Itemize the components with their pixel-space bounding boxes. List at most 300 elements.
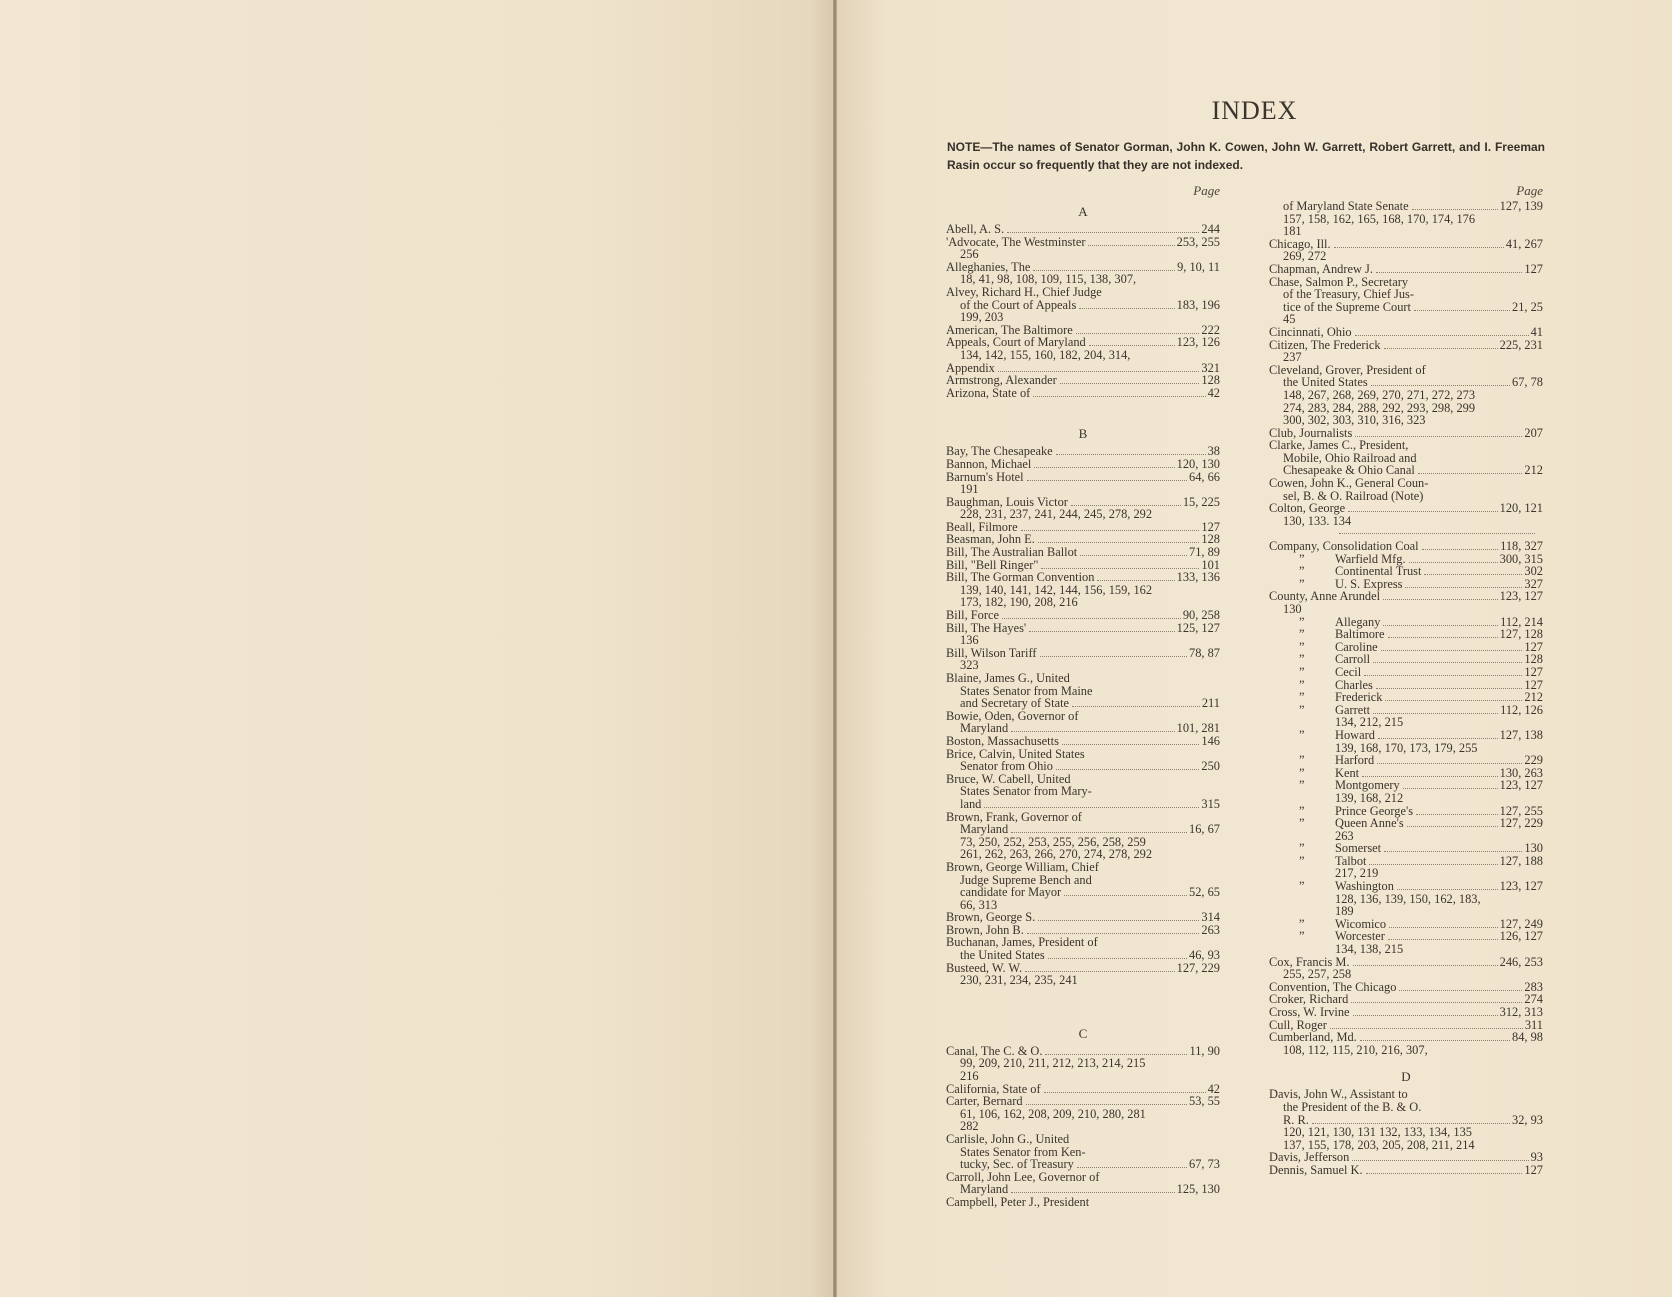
section-d-entries	[1269, 1088, 1543, 1176]
entry-pages: 84, 98	[1512, 1030, 1543, 1045]
entry-text: Beall, Filmore	[946, 519, 1018, 534]
entry-text: Chesapeake & Ohio Canal	[1283, 463, 1415, 478]
entry-text: Appeals, Court of Maryland	[946, 335, 1086, 350]
dot-leader	[984, 807, 1199, 808]
entry-pages: 112, 126	[1500, 702, 1543, 717]
index-entry	[1269, 1126, 1543, 1139]
dot-leader	[1383, 625, 1498, 626]
index-entry	[1269, 905, 1543, 918]
entry-text: Carter, Bernard	[946, 1094, 1023, 1109]
dot-leader	[1366, 1173, 1523, 1174]
dot-leader	[1385, 700, 1522, 701]
left-page-blank	[0, 0, 834, 1297]
index-entry	[1269, 339, 1543, 352]
index-entry	[1269, 389, 1543, 402]
entry-text: 255, 257, 258	[1283, 967, 1352, 982]
index-entry	[946, 798, 1220, 811]
entry-pages: 133, 136	[1176, 570, 1220, 585]
entry-text: 237	[1283, 350, 1302, 365]
entry-pages: 78, 87	[1189, 645, 1220, 660]
index-entry	[1269, 666, 1543, 679]
dot-leader	[1007, 232, 1199, 233]
entry-text: tucky, Sec. of Treasury	[960, 1157, 1074, 1172]
entry-text: Arizona, State of	[946, 385, 1031, 400]
index-entry	[1269, 565, 1543, 578]
entry-pages: 127	[1524, 1162, 1543, 1177]
entry-pages: 120, 121	[1499, 501, 1543, 516]
entry-pages: 118, 327	[1500, 539, 1543, 554]
entry-pages: 127, 128	[1499, 627, 1543, 642]
dot-leader	[1376, 272, 1522, 273]
index-entry	[946, 886, 1220, 899]
dot-leader	[1389, 927, 1498, 928]
ditto-mark: ”	[1299, 727, 1305, 742]
section-letter-b: B	[1078, 426, 1088, 442]
dot-leader	[1373, 662, 1522, 663]
entry-text: 134, 138, 215	[1335, 942, 1404, 957]
dot-leader	[1040, 656, 1187, 657]
entry-text: Campbell, Peter J., President	[946, 1194, 1090, 1209]
dot-leader	[1021, 530, 1200, 531]
entry-text: 181	[1283, 224, 1302, 239]
entry-pages: 312, 313	[1499, 1005, 1543, 1019]
entry-text: Brown, George S.	[946, 910, 1036, 925]
index-entry	[1269, 792, 1543, 805]
entry-text: 139, 168, 212	[1335, 790, 1404, 805]
index-entry	[946, 609, 1220, 622]
entry-pages: 183, 196	[1176, 297, 1220, 312]
entry-pages: 283	[1524, 979, 1543, 994]
entry-pages: 38	[1207, 444, 1220, 459]
entry-text: Maryland	[960, 721, 1009, 736]
section-b-entries	[946, 445, 1220, 987]
entry-text: 217, 219	[1335, 866, 1379, 881]
dot-leader	[1376, 688, 1523, 689]
entry-pages: 225, 231	[1499, 337, 1543, 352]
entry-text: Bruce, W. Cabell, United	[946, 771, 1071, 786]
dot-leader	[1088, 245, 1174, 246]
entry-pages: 222	[1201, 322, 1220, 337]
entry-text: Blaine, James G., United	[946, 671, 1070, 685]
entry-text: 139, 168, 170, 173, 179, 255	[1335, 740, 1478, 755]
entry-text: Chapman, Andrew J.	[1269, 261, 1373, 276]
entry-text: Canal, The C. & O.	[946, 1043, 1043, 1058]
index-entry	[946, 387, 1220, 400]
entry-text: of the Court of Appeals	[960, 297, 1077, 312]
ditto-mark: ”	[1299, 853, 1305, 868]
entry-text: 199, 203	[960, 310, 1004, 325]
entry-pages: 41, 267	[1505, 236, 1543, 251]
entry-pages: 125, 130	[1176, 1182, 1220, 1197]
entry-pages: 130	[1524, 841, 1543, 856]
entry-text: Barnum's Hotel	[946, 469, 1024, 484]
dot-leader	[1348, 511, 1497, 512]
dot-leader	[1403, 788, 1498, 789]
entry-text: Cincinnati, Ohio	[1269, 324, 1352, 339]
page-column-header: Page	[1516, 183, 1543, 198]
entry-text: Washington	[1335, 879, 1394, 894]
entry-text: Harford	[1335, 753, 1375, 768]
entry-pages: 315	[1201, 796, 1220, 811]
entry-text: Bowie, Oden, Governor of	[946, 708, 1079, 723]
ditto-mark: ”	[1299, 627, 1305, 642]
dot-leader	[1378, 738, 1498, 739]
entry-text: American, The Baltimore	[946, 322, 1073, 337]
entry-text: 173, 182, 190, 208, 216	[960, 595, 1078, 610]
entry-pages: 101, 281	[1176, 721, 1220, 736]
dot-leader	[1407, 826, 1498, 827]
ditto-mark: ”	[1299, 778, 1305, 793]
dot-leader	[1416, 814, 1498, 815]
dot-leader	[1044, 1092, 1206, 1093]
entry-text: Cleveland, Grover, President of	[1269, 362, 1426, 377]
index-entry	[946, 634, 1220, 647]
ditto-mark: ”	[1299, 753, 1305, 768]
dot-leader	[1071, 505, 1181, 506]
index-entry	[946, 622, 1220, 635]
entry-text: Bill, Force	[946, 608, 999, 623]
entry-text: Continental Trust	[1335, 564, 1422, 579]
entry-text: of Maryland State Senate	[1283, 199, 1409, 213]
index-entry	[946, 1057, 1220, 1070]
index-entry	[946, 1158, 1220, 1171]
index-entry	[1269, 968, 1543, 981]
entry-text: Somerset	[1335, 841, 1382, 856]
entry-pages: 127, 229	[1176, 960, 1220, 975]
index-entry	[1269, 691, 1543, 704]
dot-leader	[1038, 542, 1200, 543]
entry-text: Carroll	[1335, 652, 1371, 667]
index-entry	[1269, 326, 1543, 339]
entry-pages: 127	[1524, 639, 1543, 654]
dot-leader	[1352, 1160, 1528, 1161]
index-entry	[946, 374, 1220, 387]
ditto-mark: ”	[1299, 803, 1305, 818]
entry-text: the United States	[960, 948, 1045, 963]
entry-text: Allegany	[1335, 614, 1381, 629]
entry-pages: 146	[1201, 733, 1220, 748]
entry-text: sel, B. & O. Railroad (Note)	[1283, 488, 1424, 503]
entry-text: Bill, The Hayes'	[946, 620, 1027, 635]
entry-pages: 127, 229	[1499, 816, 1543, 831]
ditto-mark: ”	[1299, 816, 1305, 831]
section-a-entries	[946, 223, 1220, 399]
index-entry	[1269, 679, 1543, 692]
entry-text: 148, 267, 268, 269, 270, 271, 272, 273	[1283, 387, 1476, 402]
index-entry	[1269, 729, 1543, 742]
index-entry	[946, 1133, 1220, 1146]
entry-text: Cull, Roger	[1269, 1017, 1327, 1032]
index-entry	[1269, 200, 1543, 213]
ditto-mark: ”	[1299, 879, 1305, 894]
entry-text: Convention, The Chicago	[1269, 979, 1397, 994]
entry-text: 263	[1335, 828, 1354, 843]
ditto-mark: ”	[1299, 929, 1305, 944]
dot-leader	[1025, 971, 1175, 972]
index-entry	[946, 349, 1220, 362]
dot-leader	[1097, 580, 1174, 581]
entry-text: 130, 133. 134	[1283, 513, 1352, 528]
entry-pages: 127	[1201, 519, 1220, 534]
entry-text: California, State of	[946, 1081, 1041, 1096]
entry-pages: 32, 93	[1512, 1112, 1543, 1127]
entry-pages: 127, 255	[1499, 803, 1543, 818]
entry-text: Dennis, Samuel K.	[1269, 1162, 1363, 1177]
index-entry	[946, 1070, 1220, 1083]
ditto-mark: ”	[1299, 916, 1305, 931]
entry-text: 230, 231, 234, 235, 241	[960, 973, 1078, 988]
dot-leader	[1064, 895, 1187, 896]
entry-pages: 53, 55	[1189, 1094, 1220, 1109]
entry-text: Company, Consolidation Coal	[1269, 539, 1419, 554]
entry-pages: 127	[1524, 664, 1543, 679]
entry-text: Clarke, James C., President,	[1269, 438, 1409, 453]
index-entry	[946, 823, 1220, 836]
entry-pages: 127, 138	[1499, 727, 1543, 742]
index-entry	[1269, 590, 1543, 603]
ditto-mark: ”	[1299, 564, 1305, 579]
index-entry	[1269, 930, 1543, 943]
entry-text: Carlisle, John G., United	[946, 1132, 1070, 1146]
index-entry	[946, 223, 1220, 236]
entry-text: Caroline	[1335, 639, 1378, 654]
dot-leader	[1026, 1104, 1187, 1105]
entry-text: 130	[1283, 602, 1302, 616]
dot-leader	[1384, 348, 1498, 349]
section-letter-d: D	[1401, 1069, 1411, 1085]
entry-pages: 300, 315	[1499, 551, 1543, 566]
dot-leader	[1377, 763, 1522, 764]
entry-text: Club, Journalists	[1269, 425, 1353, 440]
entry-text: 66, 313	[960, 897, 998, 912]
section-letter-c: C	[1078, 1025, 1088, 1041]
entry-text: Croker, Richard	[1269, 992, 1349, 1007]
index-entry	[946, 697, 1220, 710]
index-entry	[946, 911, 1220, 924]
dot-leader	[1011, 731, 1174, 732]
entry-pages: 207	[1524, 425, 1543, 440]
entry-text: Brown, George William, Chief	[946, 859, 1099, 874]
index-entry	[946, 458, 1220, 471]
index-entry	[1269, 288, 1543, 301]
entry-text: Carroll, John Lee, Governor of	[946, 1169, 1100, 1184]
entry-pages: 274	[1524, 992, 1543, 1007]
dot-leader	[1033, 396, 1205, 397]
entry-pages: 101	[1201, 557, 1220, 572]
entry-text: 134, 212, 215	[1335, 715, 1404, 730]
entry-text: 128, 136, 139, 150, 162, 183,	[1335, 891, 1481, 906]
entry-pages: 67, 78	[1512, 375, 1543, 390]
entry-text: Cross, W. Irvine	[1269, 1005, 1350, 1019]
section-c-continued-entries	[1269, 200, 1543, 1056]
index-entry	[1269, 943, 1543, 956]
entry-pages: 123, 126	[1176, 335, 1220, 350]
entry-text: Davis, John W., Assistant to	[1269, 1087, 1408, 1102]
dot-leader	[1373, 713, 1498, 714]
index-entry	[946, 760, 1220, 773]
dot-leader	[1060, 383, 1200, 384]
entry-text: Senator from Ohio	[960, 759, 1053, 774]
leader-rule	[1269, 527, 1543, 540]
dot-leader	[1002, 618, 1181, 619]
entry-text: Brice, Calvin, United States	[946, 746, 1085, 761]
entry-text: 108, 112, 115, 210, 216, 307,	[1283, 1042, 1428, 1057]
index-entry	[1269, 1031, 1543, 1044]
index-entry	[946, 1108, 1220, 1121]
dot-leader	[1399, 990, 1522, 991]
page-title: INDEX	[1211, 96, 1298, 125]
entry-text: Davis, Jefferson	[1269, 1150, 1350, 1165]
entry-pages: 229	[1524, 753, 1543, 768]
entry-text: Maryland	[960, 1182, 1009, 1197]
entry-pages: 211	[1201, 696, 1220, 711]
page-column-header: Page	[1193, 183, 1220, 198]
entry-text: 73, 250, 252, 253, 255, 256, 258, 259	[960, 834, 1146, 849]
entry-text: 45	[1283, 312, 1296, 327]
entry-text: 191	[960, 482, 979, 497]
dot-leader	[1364, 675, 1522, 676]
entry-pages: 253, 255	[1176, 234, 1220, 249]
entry-text: 282	[960, 1119, 979, 1134]
entry-text: Kent	[1335, 765, 1360, 780]
ditto-mark: ”	[1299, 652, 1305, 667]
index-entry	[946, 672, 1220, 685]
section-letter-a: A	[1078, 204, 1088, 219]
ditto-mark: ”	[1299, 576, 1305, 591]
entry-text: Busteed, W. W.	[946, 960, 1023, 975]
index-entry	[1269, 301, 1543, 314]
index-entry	[946, 483, 1220, 496]
entry-text: Wicomico	[1335, 916, 1387, 931]
entry-text: Citizen, The Frederick	[1269, 337, 1381, 352]
entry-text: of the Treasury, Chief Jus-	[1283, 287, 1415, 302]
index-entry	[946, 508, 1220, 521]
dot-leader	[1362, 776, 1498, 777]
dot-leader	[1056, 454, 1206, 455]
entry-text: Charles	[1335, 677, 1373, 692]
index-note: NOTE—The names of Senator Gorman, John K. Cowen, John W. Garrett, Robert Garrett, and I. Freeman Rasin occur so frequently that they are not indexed.	[947, 140, 1545, 172]
entry-text: Cumberland, Md.	[1269, 1030, 1357, 1045]
entry-text: Prince George's	[1335, 803, 1414, 818]
entry-text: States Senator from Ken-	[960, 1144, 1086, 1159]
entry-pages: 126, 127	[1499, 929, 1543, 944]
entry-pages: 71, 89	[1189, 545, 1220, 560]
index-entry	[946, 1196, 1220, 1209]
entry-text: Alvey, Richard H., Chief Judge	[946, 284, 1102, 299]
ditto-mark: ”	[1299, 677, 1305, 692]
index-entry	[1269, 742, 1543, 755]
ditto-mark: ”	[1299, 639, 1305, 654]
entry-text: the United States	[1283, 375, 1368, 390]
entry-pages: 127, 139	[1499, 199, 1543, 213]
entry-text: R. R.	[1283, 1112, 1309, 1127]
index-entry	[946, 571, 1220, 584]
index-entry	[1269, 414, 1543, 427]
entry-pages: 311	[1524, 1017, 1543, 1032]
entry-text: 136	[960, 633, 979, 648]
entry-pages: 302	[1524, 564, 1543, 579]
entry-text: 18, 41, 98, 108, 109, 115, 138, 307,	[960, 272, 1137, 287]
entry-text: Bannon, Michael	[946, 456, 1032, 471]
entry-pages: 125, 127	[1176, 620, 1220, 635]
index-entry	[946, 248, 1220, 261]
entry-text: Baughman, Louis Victor	[946, 494, 1068, 509]
dot-leader	[1048, 958, 1187, 959]
index-entry	[1269, 880, 1543, 893]
index-entry	[946, 546, 1220, 559]
dot-leader	[1072, 706, 1200, 707]
index-entry	[1269, 1101, 1543, 1114]
dot-leader	[1080, 555, 1187, 556]
entry-text: 189	[1335, 904, 1354, 919]
dot-leader	[1355, 436, 1522, 437]
entry-pages: 120, 130	[1176, 456, 1220, 471]
dot-leader	[1312, 1123, 1510, 1124]
entry-pages: 46, 93	[1189, 948, 1220, 963]
index-entry	[946, 647, 1220, 660]
entry-pages: 52, 65	[1189, 885, 1220, 900]
dot-leader	[1353, 1015, 1498, 1016]
entry-pages: 16, 67	[1189, 822, 1220, 837]
entry-text: 323	[960, 658, 979, 673]
dot-leader	[1353, 965, 1498, 966]
dot-leader	[1062, 744, 1200, 745]
ditto-mark: ”	[1299, 614, 1305, 629]
entry-text: Warfield Mfg.	[1335, 551, 1406, 566]
entry-text: 300, 302, 303, 310, 316, 323	[1283, 413, 1426, 428]
entry-pages: 127	[1524, 677, 1543, 692]
entry-text: 157, 158, 162, 165, 168, 170, 174, 176	[1283, 211, 1476, 226]
ditto-mark: ”	[1299, 765, 1305, 780]
index-entry	[1269, 263, 1543, 276]
entry-pages: 112, 214	[1500, 614, 1543, 629]
dot-leader	[1360, 1040, 1510, 1041]
entry-pages: 64, 66	[1189, 469, 1220, 484]
dot-leader	[1029, 631, 1175, 632]
dot-leader	[1041, 568, 1199, 569]
dot-leader	[1076, 333, 1200, 334]
entry-pages: 42	[1207, 1081, 1220, 1096]
index-entry	[1269, 779, 1543, 792]
entry-pages: 9, 10, 11	[1177, 259, 1220, 274]
entry-text: States Senator from Maine	[960, 683, 1093, 698]
index-entry	[1269, 641, 1543, 654]
entry-text: 137, 155, 178, 203, 205, 208, 211, 214	[1283, 1137, 1475, 1152]
entry-pages: 127	[1524, 261, 1543, 276]
entry-text: 99, 209, 210, 211, 212, 213, 214, 215	[960, 1056, 1146, 1071]
dot-leader	[998, 371, 1200, 372]
dot-leader	[1045, 1054, 1187, 1055]
index-entry	[1269, 213, 1543, 226]
index-entry	[1269, 817, 1543, 830]
entry-pages: 127, 249	[1499, 916, 1543, 931]
index-entry	[1269, 628, 1543, 641]
entry-text: 120, 121, 130, 131 132, 133, 134, 135	[1283, 1125, 1472, 1140]
entry-text: Howard	[1335, 727, 1375, 742]
ditto-mark: ”	[1299, 551, 1305, 566]
entry-text: Worcester	[1335, 929, 1385, 944]
entry-text: Baltimore	[1335, 627, 1385, 642]
entry-pages: 212	[1524, 690, 1543, 705]
index-column-left	[946, 183, 1220, 1209]
index-entry	[1269, 540, 1543, 553]
entry-text: States Senator from Mary-	[960, 784, 1092, 799]
entry-text: Bill, The Australian Ballot	[946, 545, 1078, 560]
entry-pages: 128	[1524, 652, 1543, 667]
entry-text: 256	[960, 247, 979, 262]
index-entry	[1269, 653, 1543, 666]
entry-text: and Secretary of State	[960, 696, 1070, 711]
